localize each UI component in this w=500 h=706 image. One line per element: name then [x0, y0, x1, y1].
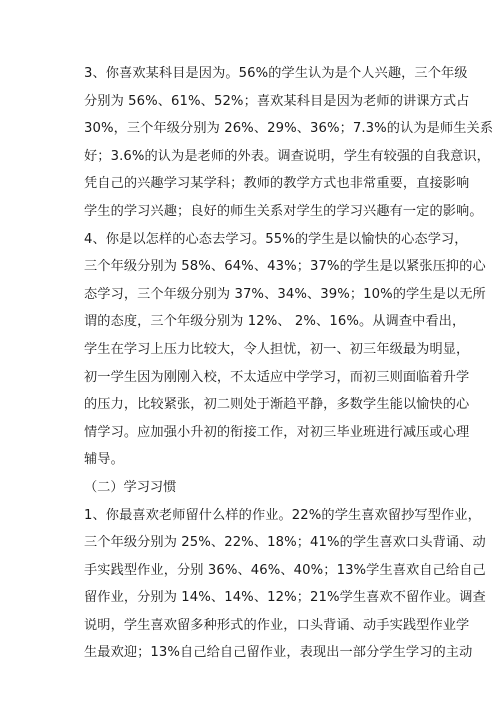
- text-line: 手实践型作业，分别 36%、46%、40%；13%学生喜欢自己给自己: [84, 562, 486, 578]
- text-line: 学生在学习上压力比较大，令人担忧，初一、初三年级最为明显，: [84, 341, 470, 357]
- text-line: 4、你是以怎样的心态去学习。55%的学生是以愉快的心态学习，: [84, 231, 468, 247]
- text-line: 学生的学习兴趣；良好的师生关系对学生的学习兴趣有一定的影响。: [84, 203, 483, 219]
- text-line: 辅导。: [84, 452, 124, 468]
- section-heading: （二）学习习惯: [84, 479, 177, 495]
- text-line: 谓的态度，三个年级分别为 12%、 2%、16%。从调查中看出，: [84, 314, 466, 330]
- text-line: 态学习，三个年级分别为 37%、34%、39%；10%的学生是以无所: [84, 286, 486, 302]
- text-line: 1、你最喜欢老师留什么样的作业。22%的学生喜欢留抄写型作业，: [84, 507, 481, 523]
- document-body: [84, 60, 494, 667]
- text-line: 3、你喜欢某科目是因为。56%的学生认为是个人兴趣，三个年级: [84, 66, 468, 81]
- text-line: 说明，学生喜欢留多种形式的作业，口头背诵、动手实践型作业学: [84, 617, 470, 633]
- text-line: 凭自己的兴趣学习某学科；教师的教学方式也非常重要，直接影响: [84, 176, 470, 192]
- text-line: 三个年级分别为 25%、22%、18%；41%的学生喜欢口头背诵、动: [84, 535, 486, 551]
- text-line: 三个年级分别为 58%、64%、43%；37%的学生是以紧张压抑的心: [84, 259, 486, 275]
- text-line: 的压力，比较紧张，初二则处于渐趋平静，多数学生能以愉快的心: [84, 397, 470, 413]
- text-line: 分别为 56%、61%、52%；喜欢某科目是因为老师的讲课方式占: [84, 93, 470, 109]
- text-line: 留作业，分别为 14%、14%、12%；21%学生喜欢不留作业。调查: [84, 590, 486, 606]
- text-line: 初一学生因为刚刚入校，不太适应中学学习，而初三则面临着升学: [84, 369, 470, 385]
- text-line: 情学习。应加强小升初的衔接工作，对初三毕业班进行减压或心理: [84, 424, 470, 440]
- text-line: 好；3.6%的认为是老师的外表。调查说明，学生有较强的自我意识，: [84, 148, 490, 164]
- text-line: 30%，三个年级分别为 26%、29%、36%；7.3%的认为是师生关系: [84, 121, 494, 137]
- text-line: 生最欢迎；13%自己给自己留作业，表现出一部分学生学习的主动: [84, 645, 473, 661]
